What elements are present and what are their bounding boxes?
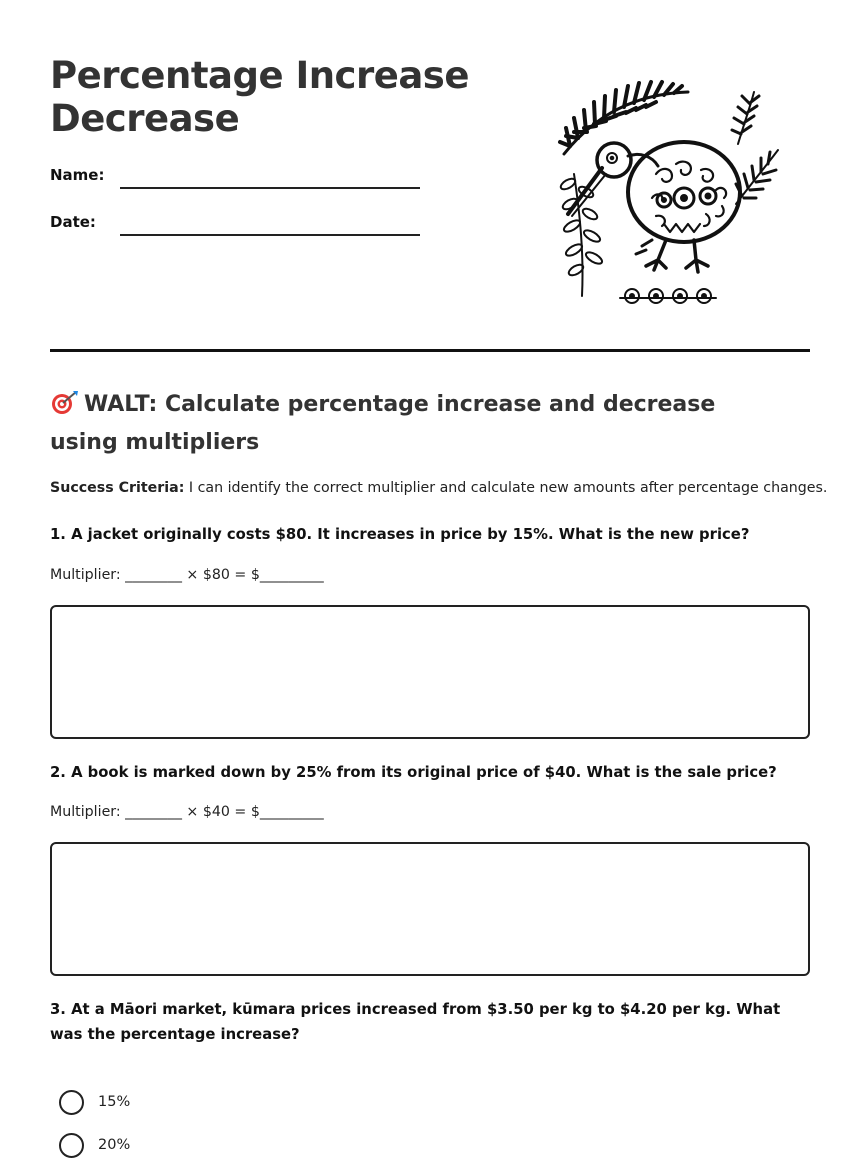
question-1-answer-box[interactable] xyxy=(50,605,810,739)
date-field[interactable] xyxy=(120,234,420,236)
question-3-option-2[interactable] xyxy=(59,1132,130,1158)
date-label: Date: xyxy=(50,213,96,231)
name-label: Name: xyxy=(50,166,105,184)
question-2-text: 2. A book is marked down by 25% from its original price of $40. What is the sale price? xyxy=(50,764,777,781)
success-criteria-label: Success Criteria: xyxy=(50,480,185,496)
question-2-multiplier: Multiplier: ________ × $40 = $_________ xyxy=(50,804,324,820)
learning-intention xyxy=(50,386,790,462)
kiwi-fern-illustration xyxy=(556,74,786,310)
question-1-text: 1. A jacket originally costs $80. It increases in price by 15%. What is the new price? xyxy=(50,526,750,543)
question-3-text: 3. At a Māori market, kūmara prices increased from $3.50 per kg to $4.20 per kg. What was the percentage increase? xyxy=(50,1001,781,1043)
question-2-answer-box[interactable] xyxy=(50,842,810,976)
radio-button[interactable] xyxy=(59,1090,84,1115)
question-3-option-1[interactable] xyxy=(59,1089,130,1115)
name-field[interactable] xyxy=(120,187,420,189)
success-criteria-text: I can identify the correct multiplier and calculate new amounts after percentage changes. xyxy=(184,480,828,496)
option-label: 15% xyxy=(98,1094,131,1110)
radio-button[interactable] xyxy=(59,1133,84,1158)
option-label: 20% xyxy=(98,1137,131,1153)
section-divider xyxy=(50,349,810,352)
target-icon xyxy=(50,389,80,415)
walt-text: WALT: Calculate percentage increase and decrease using multipliers xyxy=(50,392,716,455)
page-title: Percentage Increase Decrease xyxy=(50,54,469,140)
question-1-multiplier: Multiplier: ________ × $80 = $_________ xyxy=(50,567,324,583)
success-criteria xyxy=(50,480,830,496)
